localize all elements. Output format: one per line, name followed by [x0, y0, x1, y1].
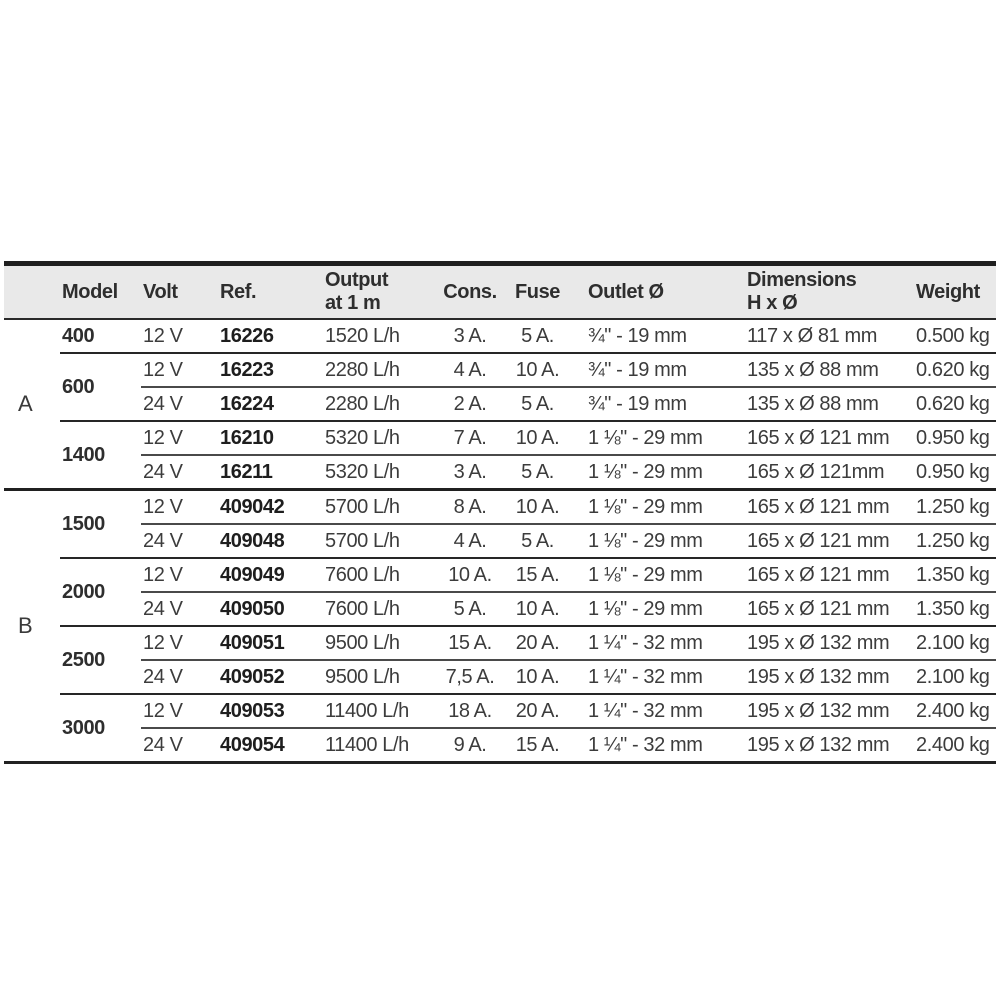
cell-outlet: 1 ⅛" - 29 mm: [575, 490, 745, 525]
cell-outlet: 1 ¼" - 32 mm: [575, 694, 745, 728]
cell-volt: 12 V: [141, 421, 218, 455]
cell-volt: 12 V: [141, 694, 218, 728]
header-dimensions-line1: Dimensions: [747, 269, 857, 291]
cell-cons: 5 A.: [440, 592, 500, 626]
cell-weight: 1.350 kg: [908, 558, 996, 592]
cell-dimensions: 117 x Ø 81 mm: [745, 319, 908, 353]
pump-spec-table: [4, 261, 996, 764]
cell-model: 400: [60, 319, 141, 353]
cell-ref: 409052: [218, 660, 323, 694]
table-row: [4, 455, 996, 490]
table-row: [4, 524, 996, 558]
cell-cons: 10 A.: [440, 558, 500, 592]
table-row: [4, 421, 996, 455]
table-row: [4, 660, 996, 694]
cell-dimensions: 165 x Ø 121mm: [745, 455, 908, 490]
cell-output: 7600 L/h: [323, 558, 440, 592]
cell-ref: 409053: [218, 694, 323, 728]
table-row: [4, 490, 996, 525]
table-row: [4, 694, 996, 728]
cell-output: 2280 L/h: [323, 353, 440, 387]
cell-volt: 24 V: [141, 524, 218, 558]
cell-dimensions: 195 x Ø 132 mm: [745, 694, 908, 728]
cell-output: 11400 L/h: [323, 694, 440, 728]
cell-volt: 12 V: [141, 319, 218, 353]
table-row: [4, 728, 996, 763]
cell-output: 7600 L/h: [323, 592, 440, 626]
cell-cons: 18 A.: [440, 694, 500, 728]
cell-outlet: 1 ⅛" - 29 mm: [575, 421, 745, 455]
header-fuse-label: Fuse: [514, 280, 561, 303]
cell-dimensions: 195 x Ø 132 mm: [747, 734, 890, 756]
cell-weight: 1.250 kg: [908, 490, 996, 525]
cell-dimensions: 165 x Ø 121 mm: [745, 524, 908, 558]
cell-outlet: 1 ¼" - 32 mm: [588, 734, 703, 756]
cell-volt: 12 V: [141, 626, 218, 660]
header-model: [60, 264, 141, 320]
cell-output: 2280 L/h: [323, 387, 440, 421]
cell-dimensions: 165 x Ø 121 mm: [745, 490, 908, 525]
header-output-line1: Output: [325, 269, 389, 291]
cell-cons: 2 A.: [440, 387, 500, 421]
header-outlet-label: Outlet Ø: [588, 280, 664, 303]
cell-fuse: 15 A.: [515, 734, 560, 756]
cell-fuse: 5 A.: [500, 524, 575, 558]
cell-outlet: 1 ¼" - 32 mm: [575, 660, 745, 694]
cell-outlet: ¾" - 19 mm: [575, 387, 745, 421]
cell-fuse: 10 A.: [500, 421, 575, 455]
cell-ref: 16223: [218, 353, 323, 387]
cell-fuse: 20 A.: [500, 626, 575, 660]
cell-outlet: 1 ¼" - 32 mm: [575, 626, 745, 660]
cell-weight: 0.950 kg: [908, 421, 996, 455]
header-weight: [908, 264, 996, 320]
cell-ref: 409049: [218, 558, 323, 592]
cell-output: 5700 L/h: [323, 490, 440, 525]
cell-model: 600: [60, 353, 141, 421]
header-output: [323, 264, 440, 320]
table-row: [4, 626, 996, 660]
header-volt-label: Volt: [143, 280, 178, 303]
cell-cons: 8 A.: [440, 490, 500, 525]
cell-model: 2500: [60, 626, 141, 694]
cell-fuse: 10 A.: [500, 490, 575, 525]
cell-weight: 0.500 kg: [908, 319, 996, 353]
cell-output: 1520 L/h: [323, 319, 440, 353]
cell-outlet: 1 ⅛" - 29 mm: [575, 558, 745, 592]
cell-ref: 16224: [218, 387, 323, 421]
cell-dimensions: 135 x Ø 88 mm: [745, 387, 908, 421]
header-outlet: [575, 264, 745, 320]
cell-output: 11400 L/h: [325, 734, 409, 756]
cell-volt: 24 V: [141, 455, 218, 490]
header-ref: [218, 264, 323, 320]
header-row: [4, 264, 996, 320]
header-weight-label: Weight: [916, 280, 980, 303]
cell-weight: 2.400 kg: [916, 734, 990, 756]
header-ref-label: Ref.: [220, 280, 257, 303]
cell-cons: 7,5 A.: [440, 660, 500, 694]
header-fuse: [500, 264, 575, 320]
cell-ref: 16211: [218, 455, 323, 490]
table-row: [4, 592, 996, 626]
cell-dimensions: 195 x Ø 132 mm: [745, 626, 908, 660]
cell-weight: 1.250 kg: [908, 524, 996, 558]
cell-model: 2000: [60, 558, 141, 626]
cell-weight: 0.620 kg: [908, 353, 996, 387]
table-row: [4, 387, 996, 421]
cell-fuse: 5 A.: [500, 455, 575, 490]
cell-cons: 9 A.: [453, 734, 487, 756]
cell-fuse: 10 A.: [500, 592, 575, 626]
cell-fuse: 5 A.: [500, 387, 575, 421]
cell-weight: 0.950 kg: [908, 455, 996, 490]
cell-outlet: 1 ⅛" - 29 mm: [575, 524, 745, 558]
cell-outlet: 1 ⅛" - 29 mm: [575, 455, 745, 490]
cell-dimensions: 135 x Ø 88 mm: [745, 353, 908, 387]
header-group-spacer: [4, 264, 60, 320]
cell-cons: 7 A.: [440, 421, 500, 455]
cell-volt: 24 V: [141, 387, 218, 421]
cell-cons: 4 A.: [440, 524, 500, 558]
header-volt: [141, 264, 218, 320]
cell-output: 5320 L/h: [323, 455, 440, 490]
cell-dimensions: 195 x Ø 132 mm: [745, 660, 908, 694]
cell-output: 5700 L/h: [323, 524, 440, 558]
cell-fuse: 20 A.: [500, 694, 575, 728]
header-model-label: Model: [62, 280, 118, 303]
header-output-line2: at 1 m: [325, 292, 381, 314]
cell-fuse: 5 A.: [500, 319, 575, 353]
cell-volt: 12 V: [141, 490, 218, 525]
cell-cons: 3 A.: [440, 455, 500, 490]
cell-outlet: 1 ⅛" - 29 mm: [575, 592, 745, 626]
cell-cons: 15 A.: [440, 626, 500, 660]
table-row: [4, 558, 996, 592]
cell-fuse: 15 A.: [500, 558, 575, 592]
cell-ref: 409048: [218, 524, 323, 558]
cell-volt: 24 V: [143, 734, 183, 756]
cell-ref: 409051: [218, 626, 323, 660]
cell-fuse: 10 A.: [500, 660, 575, 694]
header-dimensions-line2: H x Ø: [747, 292, 798, 314]
cell-ref: 16210: [218, 421, 323, 455]
cell-cons: 3 A.: [440, 319, 500, 353]
cell-fuse: 10 A.: [500, 353, 575, 387]
cell-cons: 4 A.: [440, 353, 500, 387]
cell-dimensions: 165 x Ø 121 mm: [745, 558, 908, 592]
cell-volt: 24 V: [141, 592, 218, 626]
cell-output: 5320 L/h: [323, 421, 440, 455]
cell-dimensions: 165 x Ø 121 mm: [745, 421, 908, 455]
header-cons-label: Cons.: [443, 280, 497, 303]
header-cons: [440, 264, 500, 320]
header-dimensions: [745, 264, 908, 320]
cell-weight: 2.100 kg: [908, 660, 996, 694]
cell-model: 1500: [60, 490, 141, 559]
cell-output: 9500 L/h: [323, 626, 440, 660]
cell-weight: 2.100 kg: [908, 626, 996, 660]
cell-model: 1400: [60, 421, 141, 490]
cell-outlet: ¾" - 19 mm: [575, 319, 745, 353]
cell-weight: 1.350 kg: [908, 592, 996, 626]
cell-outlet: ¾" - 19 mm: [575, 353, 745, 387]
cell-dimensions: 165 x Ø 121 mm: [745, 592, 908, 626]
cell-ref: 409042: [218, 490, 323, 525]
group-label-b: B: [18, 613, 33, 638]
cell-weight: 2.400 kg: [908, 694, 996, 728]
cell-weight: 0.620 kg: [908, 387, 996, 421]
cell-ref: 409054: [220, 734, 285, 756]
table-row: [4, 319, 996, 353]
cell-volt: 24 V: [141, 660, 218, 694]
cell-volt: 12 V: [141, 558, 218, 592]
cell-ref: 16226: [218, 319, 323, 353]
cell-volt: 12 V: [141, 353, 218, 387]
cell-ref: 409050: [218, 592, 323, 626]
group-label-a: A: [4, 319, 60, 490]
table-row: [4, 353, 996, 387]
cell-output: 9500 L/h: [323, 660, 440, 694]
cell-model: 3000: [62, 717, 105, 739]
